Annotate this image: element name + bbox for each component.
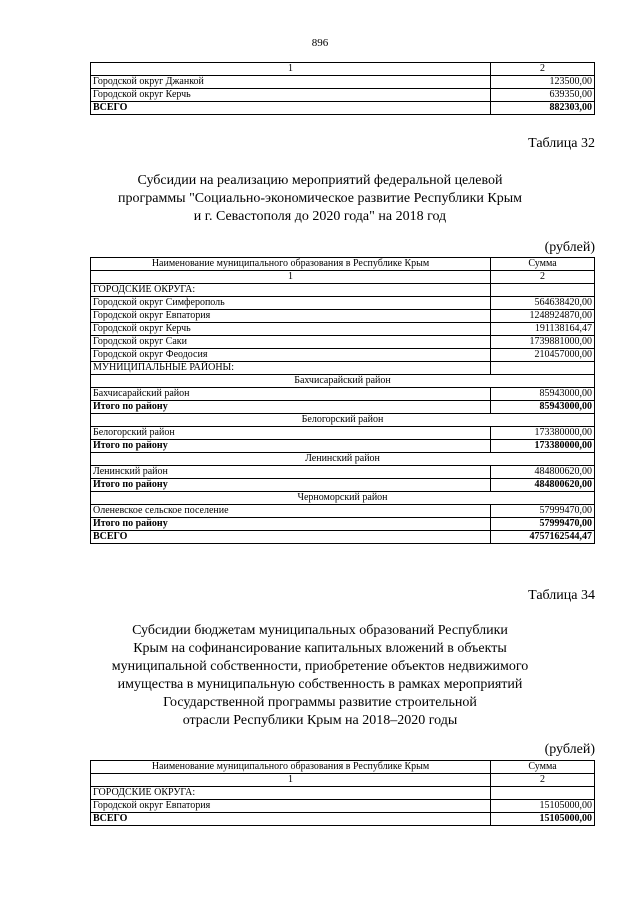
table-34-label: Таблица 34: [528, 588, 595, 603]
total-label: ВСЕГО: [91, 102, 491, 115]
col-header-sum: Сумма: [491, 258, 595, 271]
district-total-label: Итого по району: [91, 518, 491, 531]
district-total-row: [91, 479, 595, 492]
page-number: 896: [311, 37, 329, 49]
col-header-name: Наименование муниципального образования в Республике Крым: [91, 761, 491, 774]
district-total-sum: 484800620,00: [491, 479, 595, 492]
section-label: МУНИЦИПАЛЬНЫЕ РАЙОНЫ:: [91, 362, 491, 375]
district-title: Бахчисарайский район: [91, 375, 595, 388]
district-total-label: Итого по району: [91, 401, 491, 414]
row-name: Ленинский район: [91, 466, 491, 479]
district-total-row: [91, 401, 595, 414]
empty-cell: [491, 787, 595, 800]
district-title-row: [91, 414, 595, 427]
table-header-numbers: [91, 63, 595, 76]
row-name: Городской округ Керчь: [91, 89, 491, 102]
table-row: [91, 427, 595, 440]
row-sum: 191138164,47: [491, 323, 595, 336]
row-sum: 123500,00: [491, 76, 595, 89]
district-title-row: [91, 492, 595, 505]
total-row: [91, 102, 595, 115]
row-name: Городской округ Евпатория: [91, 800, 491, 813]
table-row: [91, 89, 595, 102]
table-header-numbers: [91, 271, 595, 284]
district-title: Белогорский район: [91, 414, 595, 427]
row-sum: 1739881000,00: [491, 336, 595, 349]
table-header-numbers: [91, 774, 595, 787]
district-total-label: Итого по району: [91, 479, 491, 492]
title-line: Субсидии на реализацию мероприятий федеральной целевой: [137, 173, 503, 188]
table-row: [91, 388, 595, 401]
table-32-title: [0, 172, 640, 226]
col-number-2: 2: [491, 774, 595, 787]
title-line: отрасли Республики Крым на 2018–2020 годы: [182, 713, 458, 728]
total-label: ВСЕГО: [91, 813, 491, 826]
table-row: [91, 310, 595, 323]
row-name: Городской округ Евпатория: [91, 310, 491, 323]
row-name: Городской округ Саки: [91, 336, 491, 349]
table-row: [91, 800, 595, 813]
continuation-table: [90, 62, 595, 115]
row-name: Городской округ Джанкой: [91, 76, 491, 89]
table-32-label: Таблица 32: [528, 136, 595, 151]
col-number-1: 1: [91, 63, 491, 76]
row-sum: 210457000,00: [491, 349, 595, 362]
row-sum: 484800620,00: [491, 466, 595, 479]
section-row-city: [91, 787, 595, 800]
district-total-sum: 85943000,00: [491, 401, 595, 414]
section-label: ГОРОДСКИЕ ОКРУГА:: [91, 787, 491, 800]
title-line: программы "Социально-экономическое развитие Республики Крым: [118, 191, 522, 206]
table-row: [91, 76, 595, 89]
col-header-name: Наименование муниципального образования в Республике Крым: [91, 258, 491, 271]
total-sum: 4757162544,47: [491, 531, 595, 544]
col-number-2: 2: [491, 63, 595, 76]
title-line: Субсидии бюджетам муниципальных образований Республики: [132, 623, 508, 638]
table-header: [91, 761, 595, 774]
district-title: Черноморский район: [91, 492, 595, 505]
title-line: имущества в муниципальную собственность в рамках мероприятий: [117, 677, 523, 692]
title-line: Крым на софинансирование капитальных вложений в объекты: [133, 641, 507, 656]
empty-cell: [491, 284, 595, 297]
table-32: [90, 257, 595, 544]
total-row: [91, 531, 595, 544]
table-row: [91, 323, 595, 336]
row-name: Оленевское сельское поселение: [91, 505, 491, 518]
row-sum: 57999470,00: [491, 505, 595, 518]
row-name: Бахчисарайский район: [91, 388, 491, 401]
row-sum: 15105000,00: [491, 800, 595, 813]
district-total-sum: 173380000,00: [491, 440, 595, 453]
row-sum: 85943000,00: [491, 388, 595, 401]
col-number-1: 1: [91, 271, 491, 284]
table-34-units: (рублей): [544, 742, 595, 757]
district-total-sum: 57999470,00: [491, 518, 595, 531]
table-row: [91, 349, 595, 362]
district-title-row: [91, 453, 595, 466]
table-row: [91, 336, 595, 349]
row-sum: 1248924870,00: [491, 310, 595, 323]
total-label: ВСЕГО: [91, 531, 491, 544]
table-row: [91, 505, 595, 518]
col-header-sum: Сумма: [491, 761, 595, 774]
empty-cell: [491, 362, 595, 375]
title-line: муниципальной собственности, приобретение объектов недвижимого: [111, 659, 529, 674]
row-name: Белогорский район: [91, 427, 491, 440]
row-name: Городской округ Симферополь: [91, 297, 491, 310]
district-total-row: [91, 440, 595, 453]
row-sum: 173380000,00: [491, 427, 595, 440]
row-sum: 564638420,00: [491, 297, 595, 310]
district-title: Ленинский район: [91, 453, 595, 466]
col-number-1: 1: [91, 774, 491, 787]
table-32-units: (рублей): [544, 240, 595, 255]
total-sum: 882303,00: [491, 102, 595, 115]
table-34: [90, 760, 595, 826]
row-name: Городской округ Феодосия: [91, 349, 491, 362]
section-row-city: [91, 284, 595, 297]
total-sum: 15105000,00: [491, 813, 595, 826]
table-row: [91, 297, 595, 310]
col-number-2: 2: [491, 271, 595, 284]
table-row: [91, 466, 595, 479]
table-34-title: [0, 622, 640, 730]
district-title-row: [91, 375, 595, 388]
district-total-row: [91, 518, 595, 531]
title-line: и г. Севастополя до 2020 года" на 2018 год: [193, 209, 447, 224]
district-total-label: Итого по району: [91, 440, 491, 453]
total-row: [91, 813, 595, 826]
row-name: Городской округ Керчь: [91, 323, 491, 336]
table-header: [91, 258, 595, 271]
title-line: Государственной программы развитие строительной: [163, 695, 477, 710]
section-label: ГОРОДСКИЕ ОКРУГА:: [91, 284, 491, 297]
section-row-district: [91, 362, 595, 375]
row-sum: 639350,00: [491, 89, 595, 102]
